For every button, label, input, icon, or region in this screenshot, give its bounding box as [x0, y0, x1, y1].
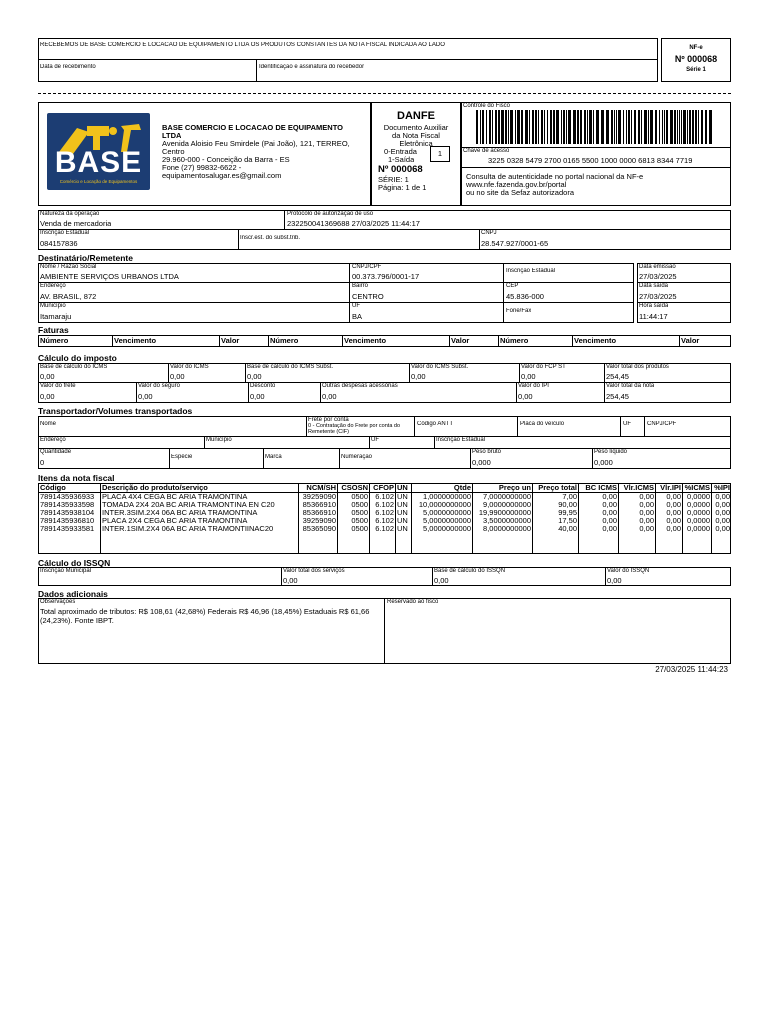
divider: [516, 382, 517, 403]
dest-cep-label: CEP: [506, 283, 519, 289]
exit-date: 27/03/2025: [639, 292, 677, 301]
dest-municipio-label: Município: [40, 303, 66, 309]
item-cell: 9,0000000000: [483, 501, 531, 509]
danfe-tipo: 1: [430, 146, 450, 162]
issqn-vs: 0,00: [283, 576, 298, 585]
consulta-line: Consulta de autenticidade no portal nacional da NF-e: [466, 172, 644, 181]
divider: [369, 483, 370, 554]
v-icms: 0,00: [170, 372, 185, 381]
fatura-header: Número: [500, 336, 529, 345]
item-cell: 0,00: [639, 493, 654, 501]
fatura-header: Valor: [221, 336, 240, 345]
divider: [263, 448, 264, 469]
company-logo: [47, 113, 150, 190]
item-header: Vlr.ICMS: [623, 483, 654, 492]
item-cell: 3,5000000000: [483, 517, 531, 525]
divider: [339, 448, 340, 469]
divider: [349, 263, 350, 323]
transp-municipio-label: Município: [206, 437, 232, 443]
item-header: BC ICMS: [585, 483, 617, 492]
exit-time-label: Hora saída: [639, 303, 669, 309]
item-cell: 1,0000000000: [423, 493, 471, 501]
item-header: CFOP: [373, 483, 394, 492]
danfe-serie: SÉRIE: 1: [378, 175, 409, 184]
divider: [369, 436, 370, 448]
item-cell: 0,0000: [687, 525, 710, 533]
item-cell: 0500: [351, 501, 368, 509]
divider: [306, 416, 307, 436]
company-phone: Fone (27) 99832-6622 -: [162, 163, 242, 172]
receipt-text: RECEBEMOS DE BASE COMERCIO E LOCACAO DE EQUIPAMENTO LTDA OS PRODUTOS CONSTANTES DA NOTA FISCAL INDICADA AO LADO: [40, 42, 445, 48]
divider: [503, 263, 504, 323]
item-cell: 5,0000000000: [423, 517, 471, 525]
item-cell: 7891435938104: [40, 509, 95, 517]
item-header: %ICMS: [684, 483, 710, 492]
emitter-cnpj: 28.547.927/0001-65: [481, 239, 549, 248]
v-icms-label: Valor do ICMS: [170, 364, 209, 370]
item-header: NCM/SH: [306, 483, 336, 492]
company-address-2: Centro: [162, 147, 185, 156]
emission-date: 27/03/2025: [639, 272, 677, 281]
divider: [592, 448, 593, 469]
item-cell: INTER.3SIM.2X4 06A BC ARIA TRAMONTINA: [102, 509, 258, 517]
item-cell: 6.102: [375, 525, 394, 533]
dest-fone-label: Fone/Fax: [506, 308, 532, 314]
divider: [256, 59, 257, 82]
divider: [169, 448, 170, 469]
company-address: Avenida Aloisio Feu Smirdele (Pai João), 121, TERREO,: [162, 139, 350, 148]
item-cell: TOMADA 2X4 20A BC ARIA TRAMONTINA EN C20: [102, 501, 275, 509]
protocolo: 232250041369688 27/03/2025 11:44:17: [287, 219, 420, 228]
item-cell: 0,00: [715, 509, 730, 517]
item-cell: 7,00: [562, 493, 577, 501]
item-header: Qtde: [453, 483, 471, 492]
item-cell: 17,50: [558, 517, 577, 525]
natureza: Venda de mercadoria: [40, 219, 112, 228]
danfe-number: Nº 000068: [378, 164, 423, 175]
divider: [136, 382, 137, 403]
item-cell: 0,00: [715, 501, 730, 509]
divider: [248, 382, 249, 403]
antt-label: Código ANTT: [417, 421, 454, 427]
receipt-nfe-serie: Série 1: [686, 67, 706, 73]
fcp: 0,00: [521, 372, 536, 381]
frete: 0,00: [40, 392, 55, 401]
vnota: 254,45: [606, 392, 629, 401]
fatura-header: Vencimento: [574, 336, 617, 345]
transp-address-label: Endereço: [40, 437, 66, 443]
divider: [572, 335, 573, 347]
item-cell: 0500: [351, 493, 368, 501]
vnota-label: Valor total da nota: [606, 383, 655, 389]
item-cell: 7891435933598: [40, 501, 95, 509]
item-cell: 0,00: [602, 517, 617, 525]
item-cell: 5,0000000000: [423, 525, 471, 533]
observacoes-label: Observações: [40, 599, 76, 605]
receipt-nfe-label: NF-e: [689, 45, 703, 51]
item-header: %IPI: [714, 483, 730, 492]
item-cell: PLACA 4X4 CEGA BC ARIA TRAMONTINA: [102, 493, 248, 501]
divider: [470, 448, 471, 469]
outras-label: Outras despesas acessórias: [322, 383, 398, 389]
emission-date-label: Data emissão: [639, 264, 676, 270]
bc-st-label: Base de cálculo do ICMS Subst.: [247, 364, 334, 370]
divider: [449, 335, 450, 347]
vprod: 254,45: [606, 372, 629, 381]
dest-address: AV. BRASIL, 872: [40, 292, 97, 301]
divider: [532, 483, 533, 554]
item-cell: 6.102: [375, 517, 394, 525]
transp-uf2-label: UF: [371, 437, 379, 443]
divider: [281, 567, 282, 586]
divider: [284, 210, 285, 229]
divider: [238, 229, 239, 250]
divider: [519, 363, 520, 382]
item-cell: 8,0000000000: [483, 525, 531, 533]
transp-title: Transportador/Volumes transportados: [38, 406, 193, 416]
access-key-label: Chave de acesso: [463, 148, 510, 154]
item-cell: 6.102: [375, 501, 394, 509]
natureza-label: Natureza da operação: [40, 211, 100, 217]
quantidade-label: Quantidade: [40, 449, 72, 455]
fatura-header: Valor: [451, 336, 470, 345]
item-cell: 0,0000: [687, 509, 710, 517]
receipt-date-label: Data de recebimento: [40, 64, 96, 70]
issqn-im-label: Inscrição Municipal: [40, 568, 92, 574]
observacoes: Total aproximado de tributos: R$ 108,61 (42,68%) Federais R$ 46,96 (18,45%) Estaduais R$ 61,66 (24,23%). Fonte IBPT.: [40, 607, 370, 625]
item-cell: UN: [397, 517, 408, 525]
item-cell: INTER.1SIM.2X4 06A BC ARIA TRAMONTIINAC20: [102, 525, 274, 533]
ipi: 0,00: [518, 392, 533, 401]
item-cell: 39259090: [302, 517, 336, 525]
danfe-title: DANFE: [397, 110, 435, 122]
danfe-desc-2: da Nota Fiscal: [392, 131, 440, 140]
fcp-label: Valor do FCP ST: [521, 364, 566, 370]
divider: [432, 567, 433, 586]
item-header: CSOSN: [341, 483, 368, 492]
divider: [411, 483, 412, 554]
dest-ie-label: Inscrição Estadual: [506, 268, 556, 274]
v-st-label: Valor do ICMS Subst.: [411, 364, 469, 370]
issqn-title: Cálculo do ISSQN: [38, 558, 111, 568]
item-cell: 0500: [351, 525, 368, 533]
fatura-header: Vencimento: [344, 336, 387, 345]
itens-title: Itens da nota fiscal: [38, 473, 115, 483]
adic-title: Dados adicionais: [38, 589, 108, 599]
divider: [682, 483, 683, 554]
danfe-entrada: 0-Entrada: [384, 147, 417, 156]
item-cell: 85366910: [302, 509, 336, 517]
divider: [219, 335, 220, 347]
item-cell: 0,00: [715, 525, 730, 533]
divider: [461, 167, 731, 168]
transp-cnpj-label: CNPJ/CPF: [647, 421, 677, 427]
fatura-header: Valor: [681, 336, 700, 345]
item-cell: PLACA 2X4 CEGA BC ARIA TRAMONTINA: [102, 517, 248, 525]
divider: [409, 363, 410, 382]
dest-cnpj-label: CNPJ/CPF: [352, 264, 382, 270]
company-name-2: LTDA: [162, 131, 182, 140]
exit-time: 11:44:17: [639, 312, 668, 321]
dest-bairro-label: Bairro: [352, 283, 369, 289]
item-cell: 0,00: [715, 493, 730, 501]
item-cell: 0500: [351, 517, 368, 525]
item-cell: 10,0000000000: [418, 501, 471, 509]
divider: [414, 416, 415, 436]
divider: [620, 416, 621, 436]
issqn-v-label: Valor do ISSQN: [607, 568, 650, 574]
company-email: equipamentosalugar.es@gmail.com: [162, 171, 282, 180]
transp-ie-label: Inscrição Estadual: [436, 437, 486, 443]
fatura-header: Vencimento: [114, 336, 157, 345]
cut-line: [38, 93, 731, 94]
item-cell: 0,00: [666, 501, 681, 509]
item-cell: 0,00: [602, 501, 617, 509]
access-key: 3225 0328 5479 2700 0165 5500 1000 0000 6813 8344 7719: [488, 156, 693, 165]
divider: [618, 483, 619, 554]
dest-title: Destinatário/Remetente: [38, 253, 133, 263]
divider: [604, 363, 605, 403]
issqn-bc: 0,00: [434, 576, 449, 585]
divider: [100, 483, 101, 554]
frete-conta-label: Frete por conta: [308, 417, 349, 423]
danfe-saida: 1-Saída: [388, 155, 415, 164]
consulta-line-2: www.nfe.fazenda.gov.br/portal: [466, 180, 567, 189]
item-cell: 40,00: [558, 525, 577, 533]
item-cell: 0,00: [602, 493, 617, 501]
faturas-title: Faturas: [38, 325, 69, 335]
item-cell: UN: [397, 509, 408, 517]
divider: [245, 363, 246, 382]
desconto-label: Desconto: [250, 383, 276, 389]
item-cell: 99,95: [558, 509, 577, 517]
dest-name-label: Nome / Razão Social: [40, 264, 97, 270]
item-cell: UN: [397, 525, 408, 533]
dest-cnpj: 00.373.796/0001-17: [352, 272, 420, 281]
numeracao-label: Numeração: [341, 454, 373, 460]
frete-conta: 0 - Contratação do Frete por conta do Remetente (CIF): [308, 423, 401, 435]
logo-subtext: Comércio e Locação de Equipamentos: [59, 179, 138, 184]
exit-date-label: Data saída: [639, 283, 669, 289]
seguro: 0,00: [138, 392, 153, 401]
item-cell: 90,00: [558, 501, 577, 509]
footer-timestamp: 27/03/2025 11:44:23: [655, 665, 728, 674]
item-cell: 7,0000000000: [483, 493, 531, 501]
divider: [168, 363, 169, 382]
divider: [479, 229, 480, 250]
item-cell: UN: [397, 493, 408, 501]
item-cell: 0500: [351, 509, 368, 517]
item-cell: 85365090: [302, 525, 336, 533]
dest-bairro: CENTRO: [352, 292, 384, 301]
divider: [711, 483, 712, 554]
divider: [517, 416, 518, 436]
bc-icms: 0,00: [40, 372, 55, 381]
issqn-vs-label: Valor total dos serviços: [283, 568, 345, 574]
item-cell: 0,00: [666, 517, 681, 525]
divider: [498, 335, 499, 347]
divider: [337, 483, 338, 554]
frete-label: Valor do frete: [40, 383, 76, 389]
divider: [395, 483, 396, 554]
peso-bruto-label: Peso bruto: [472, 449, 502, 455]
transp-uf-label: UF: [623, 421, 631, 427]
bc-st: 0,00: [247, 372, 262, 381]
item-header: Descrição do produto/serviço: [102, 483, 208, 492]
item-cell: UN: [397, 501, 408, 509]
logo-text: BASE: [54, 146, 143, 179]
dest-municipio: Itamaraju: [40, 312, 72, 321]
item-cell: 7891435936933: [40, 493, 95, 501]
emitter-cnpj-label: CNPJ: [481, 230, 497, 236]
especie-label: Espécie: [171, 454, 193, 460]
divider: [320, 382, 321, 403]
reservado-fisco-label: Reservado ao fisco: [387, 599, 439, 605]
item-cell: 7891435936810: [40, 517, 95, 525]
company-name: BASE COMERCIO E LOCACAO DE EQUIPAMENTO: [162, 123, 343, 132]
item-header: Preço un: [498, 483, 531, 492]
divider: [644, 416, 645, 436]
divider: [38, 302, 634, 303]
item-cell: 0,0000: [687, 517, 710, 525]
company-city: 29.960-000 - Conceição da Barra - ES: [162, 155, 290, 164]
placa-label: Placa do veículo: [520, 421, 565, 427]
item-cell: 0,00: [639, 517, 654, 525]
item-cell: 0,00: [602, 509, 617, 517]
divider: [38, 448, 731, 449]
marca-label: Marca: [265, 454, 282, 460]
danfe-desc-3: Eletrônica: [399, 139, 433, 148]
divider: [384, 598, 385, 664]
item-cell: 39259090: [302, 493, 336, 501]
item-cell: 0,00: [666, 525, 681, 533]
item-cell: 7891435933581: [40, 525, 95, 533]
item-cell: 0,00: [602, 525, 617, 533]
divider: [578, 483, 579, 554]
fatura-header: Número: [270, 336, 299, 345]
divider: [268, 335, 269, 347]
item-cell: 0,00: [715, 517, 730, 525]
item-header: Preço total: [538, 483, 577, 492]
divider: [112, 335, 113, 347]
protocolo-label: Protocolo de autorização de uso: [287, 211, 374, 217]
divider: [38, 436, 731, 437]
transp-name-label: Nome: [40, 421, 57, 427]
fisco-control-label: Controle do Fisco: [463, 103, 511, 109]
item-cell: 0,00: [639, 501, 654, 509]
peso-bruto: 0,000: [472, 458, 491, 467]
dest-cep: 45.836-000: [506, 292, 544, 301]
ie-label: Inscrição Estadual: [40, 230, 90, 236]
danfe-page: Página: 1 de 1: [378, 183, 427, 192]
divider: [679, 335, 680, 347]
dest-uf-label: UF: [352, 303, 360, 309]
item-cell: 0,0000: [687, 501, 710, 509]
item-cell: 0,00: [639, 509, 654, 517]
fatura-header: Número: [40, 336, 69, 345]
peso-liquido-label: Peso líquido: [594, 449, 628, 455]
item-cell: 0,00: [666, 493, 681, 501]
vprod-label: Valor total dos produtos: [606, 364, 669, 370]
v-st: 0,00: [411, 372, 426, 381]
divider: [342, 335, 343, 347]
item-header: UN: [397, 483, 408, 492]
item-header: Vlr.IPI: [660, 483, 681, 492]
divider: [38, 229, 731, 230]
item-cell: 0,00: [639, 525, 654, 533]
divider: [605, 567, 606, 586]
dest-address-label: Endereço: [40, 283, 66, 289]
peso-liquido: 0,000: [594, 458, 613, 467]
iest-label: Inscr.est. do subst.trib.: [240, 235, 301, 241]
dest-name: AMBIENTE SERVIÇOS URBANOS LTDA: [40, 272, 179, 281]
danfe-desc: Documento Auxiliar: [383, 123, 449, 132]
consulta-line-3: ou no site da Sefaz autorizadora: [466, 188, 574, 197]
bc-icms-label: Base de cálculo do ICMS: [40, 364, 108, 370]
item-cell: 0,0000: [687, 493, 710, 501]
dest-uf: BA: [352, 312, 363, 321]
issqn-v: 0,00: [607, 576, 622, 585]
quantidade: 0: [40, 458, 45, 467]
item-cell: 85366910: [302, 501, 336, 509]
receipt-signature-label: Identificação e assinatura do recebedor: [259, 64, 365, 70]
item-cell: 6.102: [375, 509, 394, 517]
receipt-nfe-number: Nº 000068: [674, 54, 718, 64]
item-cell: 5,0000000000: [423, 509, 471, 517]
outras: 0,00: [322, 392, 337, 401]
divider: [472, 483, 473, 554]
imposto-title: Cálculo do imposto: [38, 353, 117, 363]
operation-box: [38, 210, 731, 250]
ipi-label: Valor do IPI: [518, 383, 549, 389]
desconto: 0,00: [250, 392, 265, 401]
barcode: [476, 110, 716, 144]
item-cell: 19,9900000000: [478, 509, 531, 517]
divider: [38, 282, 634, 283]
divider: [655, 483, 656, 554]
divider: [434, 436, 435, 448]
ie: 084157836: [40, 239, 78, 248]
item-cell: 6.102: [375, 493, 394, 501]
item-header: Código: [40, 483, 66, 492]
seguro-label: Valor do seguro: [138, 383, 180, 389]
divider: [204, 436, 205, 448]
issqn-bc-label: Base de cálculo do ISSQN: [434, 568, 506, 574]
divider: [38, 59, 658, 60]
divider: [298, 483, 299, 554]
item-cell: 0,00: [666, 509, 681, 517]
